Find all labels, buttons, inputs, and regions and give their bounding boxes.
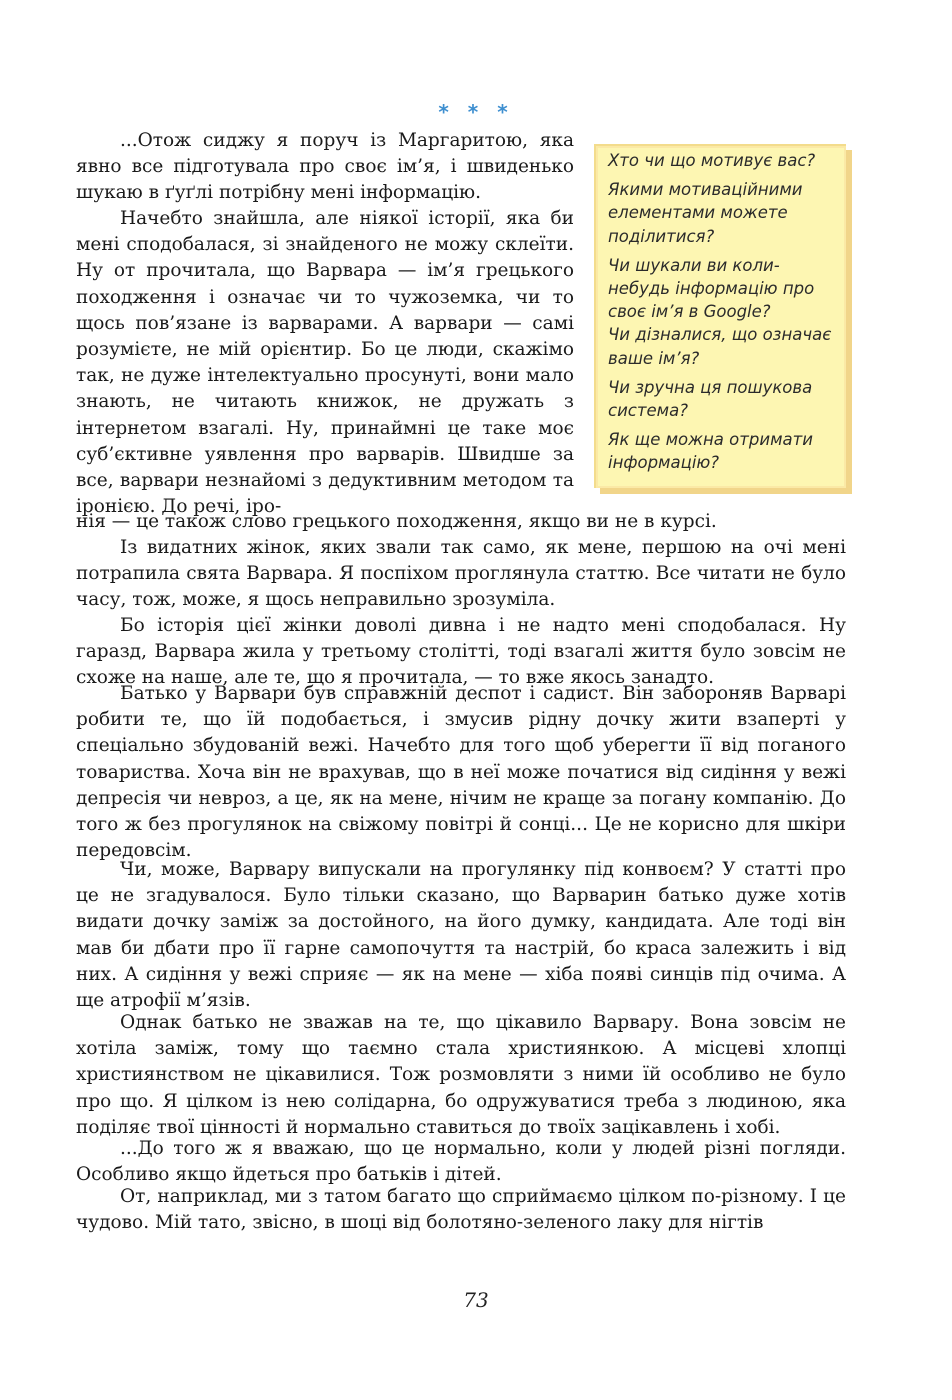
- question-2: Якими мотиваційними елементами можете поділитися?: [608, 180, 803, 246]
- paragraph-9: От, наприклад, ми з татом багато що сприймаємо цілком по-різному. І це чудово. Мій тато, звісно, в шоці від болотяно-зеленого лаку для нігтів: [76, 1186, 846, 1234]
- question-4: Чи дізналися, що означає ваше ім’я?: [608, 325, 832, 368]
- paragraph-4: Бо історія цієї жінки доволі дивна і не надто мені сподобалася. Ну гаразд, Варвара жила у третьому столітті, тоді взагалі життя було зовсім не схоже на наше, але те, що я прочитала, — то вже якось занадто.: [76, 615, 846, 689]
- paragraph-1: ...Отож сиджу я поруч із Маргаритою, яка явно все підготувала про своє ім’я, і швиденько шукаю в ґуґлі потрібну мені інформацію.: [76, 130, 574, 204]
- paragraph-7: Однак батько не зважав на те, що цікавило Варвару. Вона зовсім не хотіла заміж, тому що таємно стала християнкою. А місцеві хлопці християнством не цікавилися. Тож розмовляти з ними їй особливо не було про що. Я цілком із нею солідарна, бо одружуватися треба з людиною, яка поділяє твої цінності й нормально ставиться до твоїх зацікавлень і хобі.: [76, 1012, 846, 1138]
- paragraph-2: Начебто знайшла, але ніякої історії, яка би мені сподобалася, зі знайденого не можу склеїти. Ну от прочитала, що Варвара — ім’я грецького походження і означає чи то чужоземка, чи то щось пов’язане із варварами. А варвари — самі розумієте, не мій орієнтир. Бо це люди, скажімо так, не дуже інтелектуально просунуті, вони мало знають, не читають книжок, не дружать з інтернетом взагалі. Ну, принаймні це таке моє суб’єктивне уявлення про варварів. Швидше за все, варвари незнайомі з дедуктивним методом та іронією. До речі, іро-: [76, 208, 574, 518]
- section-divider: * * *: [438, 100, 514, 124]
- paragraph-6: Чи, може, Варвару випускали на прогулянку під конвоєм? У статті про це не згадувалося. Було тільки сказано, що Варварин батько дуже хотів видати дочку заміж за достойного, на його думку, кандидата. Але тоді він мав би дбати про її гарне самопочуття та настрій, бо краса залежить і від них. А сидіння у вежі сприяє — як на мене — хіба появі синців під очима. А ще атрофії м’язів.: [76, 859, 846, 1012]
- paragraph-8: ...До того ж я вважаю, що це нормально, коли у людей різні погляди. Особливо якщо йдеться про батьків і дітей.: [76, 1138, 846, 1186]
- paragraph-3: Із видатних жінок, яких звали так само, як мене, першою на очі мені потрапила свята Варвара. Я поспіхом проглянула статтю. Все читати не було часу, тож, може, я щось неправильно зрозуміла.: [76, 537, 846, 611]
- discussion-questions-box: [594, 144, 846, 488]
- page-number: 73: [463, 1288, 489, 1312]
- question-5: Чи зручна ця пошукова система?: [608, 377, 813, 421]
- question-3: Чи шукали ви коли-небудь інформацію про своє ім’я в Google?: [608, 255, 815, 322]
- question-6: Як ще можна отримати інформацію?: [608, 430, 813, 473]
- question-1: Хто чи що мотивує вас?: [608, 151, 816, 170]
- paragraph-2-tail: нія — це також слово грецького походження, якщо ви не в курсі.: [76, 511, 717, 532]
- paragraph-5: Батько у Варвари був справжній деспот і садист. Він забороняв Варварі робити те, що їй подобається, і змусив рідну дочку жити взаперті у спеціально збудованій вежі. Начебто для того щоб уберегти її від поганого товариства. Хоча він не врахував, що в неї може початися від сидіння у вежі депресія чи невроз, а це, як на мене, нічим не краще за погану компанію. До того ж без прогулянок на свіжому повітрі й сонці... Це не корисно для шкіри передовсім.: [76, 683, 846, 862]
